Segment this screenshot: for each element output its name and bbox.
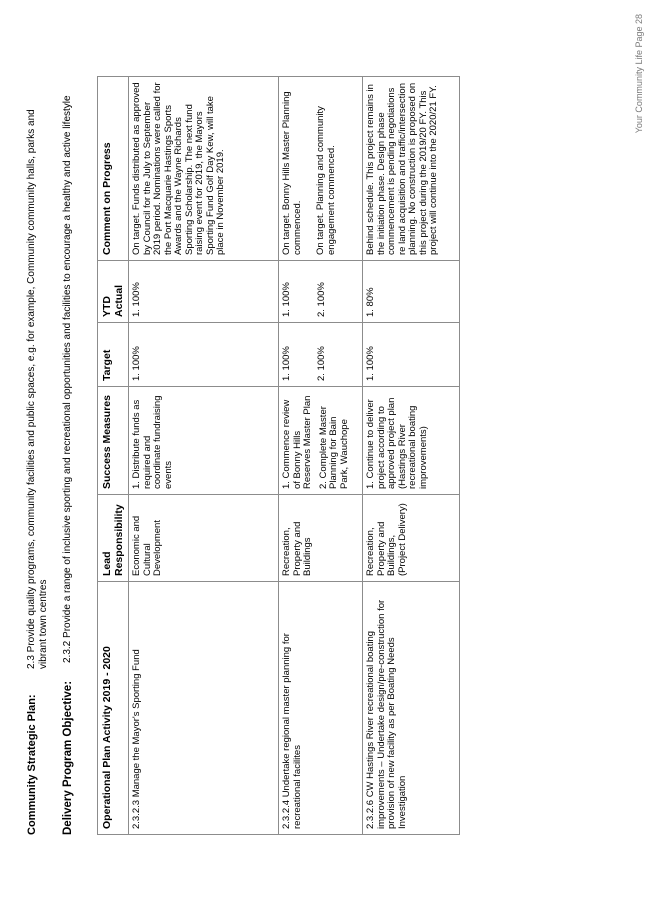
objective-label: Delivery Program Objective:	[62, 680, 74, 835]
comment-item: Behind schedule. This project remains in the initiation phase. Design phase commencement is pending negotiations re land acquisition and traffic/intersection planning. No construction is proposed on this project during the 2019/20 FY. This project will continue into the 2020/21 FY.	[365, 82, 439, 255]
comment-cell	[279, 77, 363, 261]
column-header: Comment on Progress	[98, 77, 129, 261]
measures-cell	[279, 387, 363, 495]
lead-cell: Recreation, Property and Buildings	[279, 495, 363, 582]
target-cell	[363, 323, 460, 387]
measure-item: 1. Distribute funds as required and coordinate fundraising events	[131, 395, 174, 489]
target-item: 2. 100%	[315, 346, 327, 381]
lead-cell: Economic and Cultural Development	[129, 495, 279, 582]
objective-text: 2.3.2 Provide a range of inclusive sporting and recreational opportunities and facilities to encourage a healthy and active lifestyle	[62, 95, 73, 663]
column-header: Success Measures	[98, 387, 129, 495]
strategic-plan-label: Community Strategic Plan:	[26, 694, 38, 835]
column-header: Operational Plan Activity 2019 - 2020	[98, 582, 129, 835]
table-header-row	[98, 77, 129, 835]
table-row	[363, 77, 460, 835]
target-cell	[129, 323, 279, 387]
operational-plan-table	[97, 76, 460, 835]
activity-cell: 2.3.2.3 Manage the Mayor's Sporting Fund	[129, 582, 279, 835]
measures-cell	[363, 387, 460, 495]
target-item: 1. 100%	[365, 346, 376, 381]
target-cell	[279, 323, 363, 387]
actual-cell	[279, 261, 363, 323]
table-row	[129, 77, 279, 835]
comment-item: On target. Planning and community engagement commenced.	[315, 106, 337, 255]
comment-cell	[363, 77, 460, 261]
activity-cell: 2.3.2.6 CW Hastings River recreational boating improvements – Undertake design/pre-construction for provision of new facility as per Boating Needs Investigation	[363, 582, 460, 835]
actual-cell	[129, 261, 279, 323]
activity-cell: 2.3.2.4 Undertake regional master planning for recreational facilites	[279, 582, 363, 835]
measure-item: 1. Continue to deliver project according to approved project plan (Hastings River recreational boating improvements)	[365, 397, 429, 489]
target-item: 1. 100%	[281, 346, 292, 381]
column-header: Lead Responsibility	[98, 495, 129, 582]
measure-item: 1. Commence review of Bonny Hills Reserves Master Plan	[281, 395, 313, 489]
comment-item: On target. Bonny Hills Master Planning commenced.	[281, 91, 303, 255]
actual-item: 1. 100%	[281, 282, 292, 317]
comment-cell	[129, 77, 279, 261]
target-item: 1. 100%	[131, 346, 142, 381]
actual-item: 1. 100%	[131, 282, 142, 317]
strategic-plan-row	[26, 77, 54, 835]
table-row	[279, 77, 363, 835]
page-footer: Your Community Life Page 28	[634, 14, 644, 134]
actual-item: 2. 100%	[315, 282, 327, 317]
column-header: YTD Actual	[98, 261, 129, 323]
comment-item: On target. Funds distributed as approved by Council for the July to September 2019 period. Nominations were called for the Port Macquarie Hastings Sports Awards and the Wayne Richards Sporting Scholarship. The next fund raising event for 2019, the Mayors Sporting Fund Golf Day Kew, will take place in November 2019.	[131, 82, 226, 255]
lead-cell: Recreation, Property and Buildings, (Project Delivery)	[363, 495, 460, 582]
actual-cell	[363, 261, 460, 323]
measures-cell	[129, 387, 279, 495]
actual-item: 1. 80%	[365, 287, 376, 317]
strategic-plan-text: 2.3 Provide quality programs, community facilities and public spaces, e.g. for example, Community community halls, parks and vibrant town centres	[26, 109, 49, 669]
objective-row	[62, 77, 78, 835]
column-header: Target	[98, 323, 129, 387]
measure-item: 2. Complete Master Planning for Bain Park, Wauchope	[317, 406, 350, 489]
